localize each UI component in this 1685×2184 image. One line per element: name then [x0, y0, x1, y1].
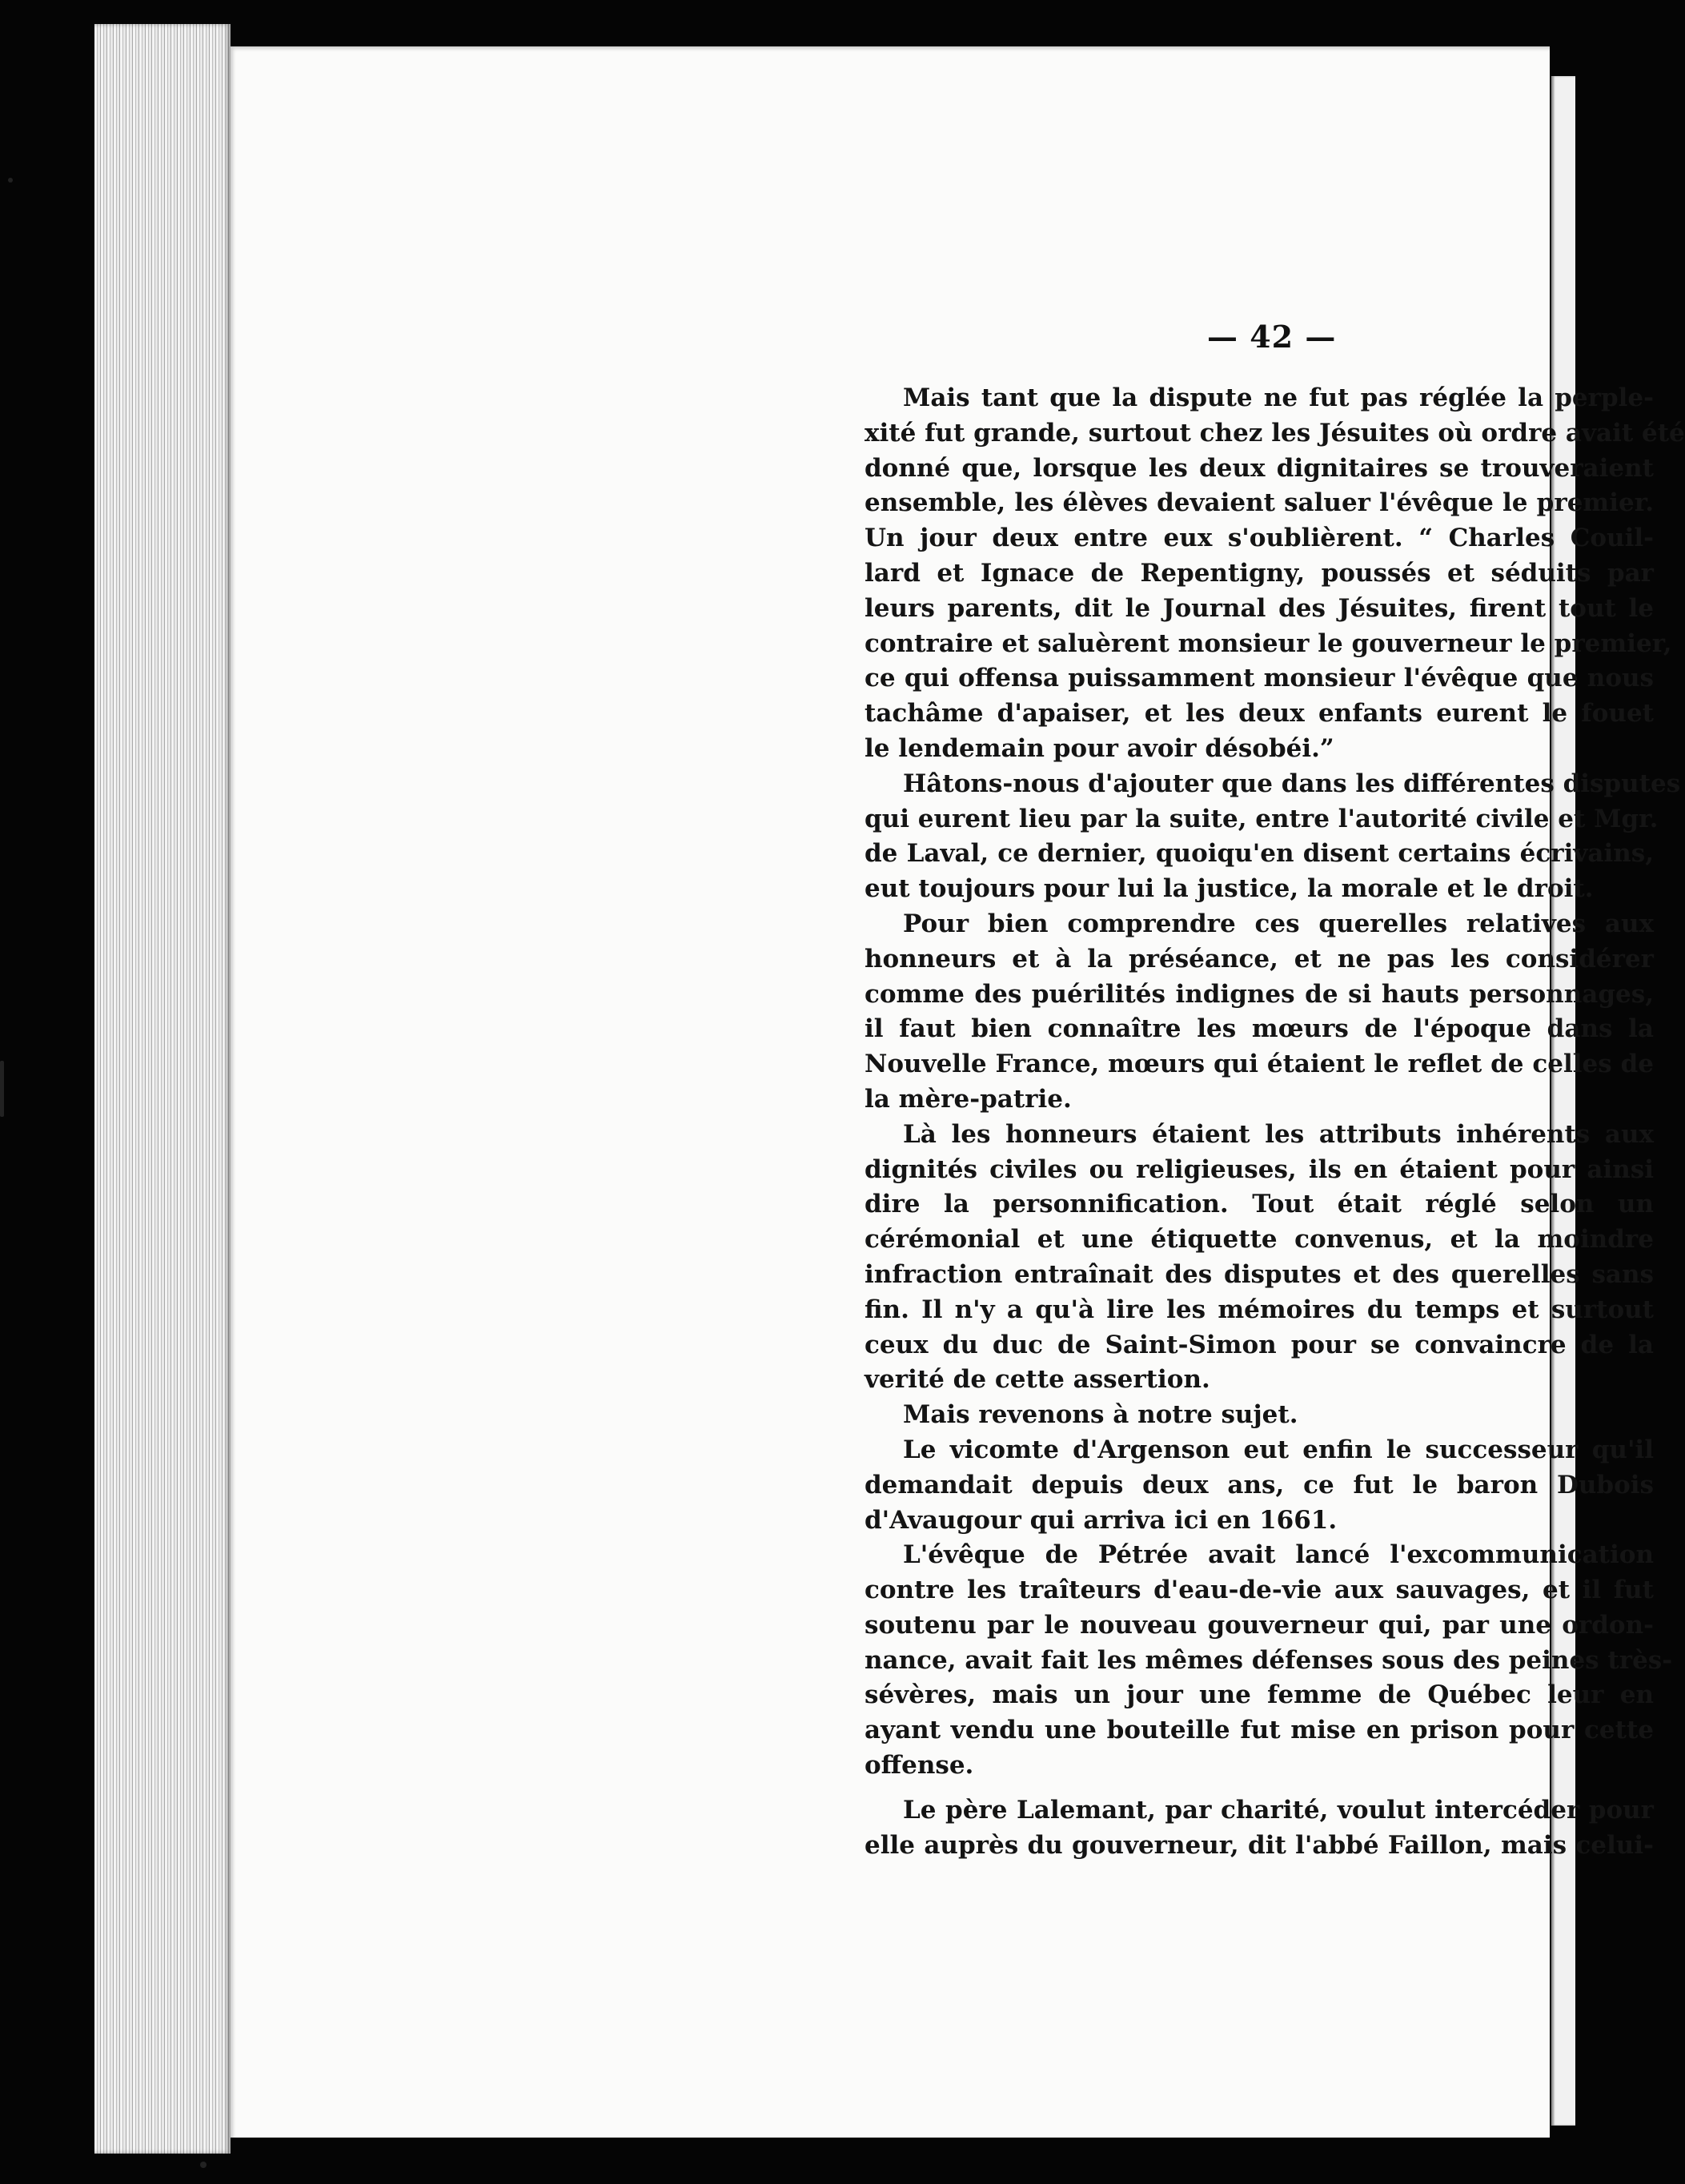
text-line: leurs parents, dit le Journal des Jésuites, firent tout le	[865, 593, 1654, 623]
text-line: L'évêque de Pétrée avait lancé l'excommunication	[903, 1540, 1654, 1570]
text-line: le lendemain pour avoir désobéi.”	[865, 733, 1334, 763]
text-line: verité de cette assertion.	[865, 1365, 1210, 1395]
text-line: offense.	[865, 1751, 974, 1781]
text-line: de Laval, ce dernier, quoiqu'en disent certains écrivains,	[865, 839, 1654, 869]
text-line: Mais tant que la dispute ne fut pas réglée la perple-	[903, 383, 1654, 412]
text-line: soutenu par le nouveau gouverneur qui, par une ordon-	[865, 1610, 1654, 1640]
text-line: Là les honneurs étaient les attributs inhérents aux	[903, 1119, 1654, 1149]
text-line: dignités civiles ou religieuses, ils en étaient pour ainsi	[865, 1154, 1654, 1184]
scan-speck	[200, 2162, 207, 2168]
text-line: honneurs et à la préséance, et ne pas les considérer	[865, 944, 1654, 974]
text-line: Nouvelle France, mœurs qui étaient le reflet de celles de	[865, 1050, 1654, 1079]
text-line: demandait depuis deux ans, ce fut le baron Dubois	[865, 1470, 1654, 1499]
text-line: sévères, mais un jour une femme de Québec leur en	[865, 1680, 1654, 1710]
page-number: — 42 —	[1207, 319, 1337, 355]
text-line: ce qui offensa puissamment monsieur l'évêque que nous	[865, 664, 1654, 693]
text-line: la mère-patrie.	[865, 1084, 1072, 1114]
text-line: contre les traîteurs d'eau-de-vie aux sauvages, et il fut	[865, 1576, 1654, 1605]
text-line: tachâme d'apaiser, et les deux enfants eurent le fouet	[865, 699, 1654, 729]
text-line: contraire et saluèrent monsieur le gouverneur le premier,	[865, 628, 1672, 658]
text-line: nance, avait fait les mêmes défenses sous des peines très-	[865, 1645, 1673, 1675]
text-line: ayant vendu une bouteille fut mise en prison pour cette	[865, 1716, 1654, 1745]
text-line: fin. Il n'y a qu'à lire les mémoires du temps et surtout	[865, 1295, 1654, 1324]
text-line: qui eurent lieu par la suite, entre l'autorité civile et Mgr.	[865, 804, 1659, 833]
scan-speck	[8, 178, 13, 183]
text-line: d'Avaugour qui arriva ici en 1661.	[865, 1505, 1338, 1535]
text-line: Le vicomte d'Argenson eut enfin le successeur qu'il	[903, 1435, 1654, 1464]
text-line: Le père Lalemant, par charité, voulut intercéder pour	[903, 1795, 1654, 1825]
text-line: lard et Ignace de Repentigny, poussés et séduits par	[865, 558, 1654, 588]
text-line: eut toujours pour lui la justice, la morale et le droit.	[865, 874, 1594, 904]
body-text	[865, 381, 1685, 1863]
text-line: ceux du duc de Saint-Simon pour se convaincre de la	[865, 1330, 1654, 1359]
text-line: donné que, lorsque les deux dignitaires se trouveraient	[865, 453, 1654, 483]
text-line: Un jour deux entre eux s'oublièrent. “ Charles Couil-	[865, 524, 1654, 553]
text-line: comme des puérilités indignes de si hauts personnages,	[865, 979, 1654, 1009]
text-line: ensemble, les élèves devaient saluer l'évêque le premier.	[865, 488, 1654, 518]
text-line: xité fut grande, surtout chez les Jésuites où ordre avait été	[865, 418, 1685, 448]
text-line: Hâtons-nous d'ajouter que dans les différentes disputes	[903, 769, 1681, 798]
scan-speck	[0, 1061, 4, 1117]
text-line: Mais revenons à notre sujet.	[903, 1400, 1298, 1430]
book-page-edges	[94, 24, 231, 2154]
text-line: elle auprès du gouverneur, dit l'abbé Faillon, mais celui-	[865, 1830, 1654, 1860]
text-line: dire la personnification. Tout était réglé selon un	[865, 1190, 1654, 1219]
printed-page	[231, 46, 1685, 2138]
text-line: il faut bien connaître les mœurs de l'époque dans la	[865, 1014, 1654, 1044]
text-line: infraction entraînait des disputes et des querelles sans	[865, 1259, 1654, 1289]
text-line: Pour bien comprendre ces querelles relatives aux	[903, 909, 1654, 938]
text-line: cérémonial et une étiquette convenus, et la moindre	[865, 1225, 1654, 1255]
